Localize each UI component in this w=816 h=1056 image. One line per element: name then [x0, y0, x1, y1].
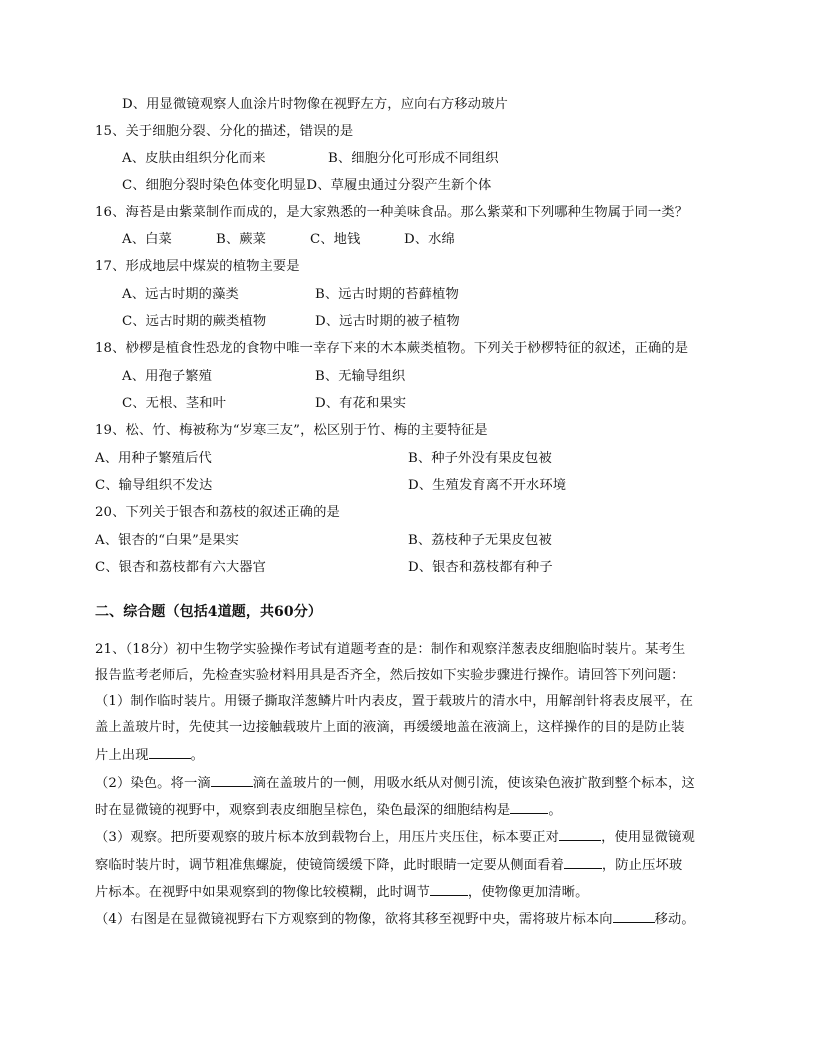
q21-part1-end: 。	[190, 748, 204, 763]
q19-stem: 19、松、竹、梅被称为“岁寒三友”，松区别于竹、梅的主要特征是	[95, 423, 488, 438]
q21-part2-text-b: 滴在盖玻片的一侧，用吸水纸从对侧引流，使该染色液扩散到整个标本，这	[252, 776, 695, 791]
q21-part2-line1	[95, 774, 695, 793]
q19-option-a: A、用种子繁殖后代	[95, 451, 212, 466]
q18-option-c: C、无根、茎和叶	[122, 396, 227, 411]
q17-stem: 17、形成地层中煤炭的植物主要是	[95, 259, 300, 274]
q16-option-d: D、水绵	[404, 232, 455, 247]
q19-option-c: C、输导组织不发达	[95, 478, 213, 493]
q21-part4-line1	[95, 910, 695, 929]
q17-option-d: D、远古时期的被子植物	[315, 314, 460, 329]
q14-option-d: D、用显微镜观察人血涂片时物像在视野左方，应向右方移动玻片	[122, 97, 508, 112]
q21-part2-text-a: （2）染色。将一滴	[95, 776, 211, 791]
q21-part3-line3	[95, 883, 589, 902]
answer-blank-6[interactable]	[430, 883, 468, 896]
q17-option-a: A、远古时期的藻类	[122, 287, 239, 302]
q16-option-c: C、地钱	[310, 232, 361, 247]
q18-option-a: A、用孢子繁殖	[122, 369, 213, 384]
q21-part1-line1: （1）制作临时装片。用镊子撕取洋葱鳞片叶内表皮，置于载玻片的清水中，用解剖针将表皮展平，在	[95, 694, 694, 709]
answer-blank-5[interactable]	[564, 856, 602, 869]
q20-option-d: D、银杏和荔枝都有种子	[408, 560, 553, 575]
q17-option-c: C、远古时期的蕨类植物	[122, 314, 267, 329]
q21-part2-line2	[95, 801, 562, 820]
answer-blank-1[interactable]	[149, 746, 191, 759]
q21-part4-end: 移动。	[654, 912, 695, 927]
q21-part3-text-d: ，防止压坏玻	[601, 858, 683, 873]
q15-option-a: A、皮肤由组织分化而来	[122, 151, 266, 166]
q20-stem: 20、下列关于银杏和荔枝的叙述正确的是	[95, 505, 340, 520]
answer-blank-4[interactable]	[559, 828, 601, 841]
q16-option-a: A、白菜	[122, 232, 172, 247]
q16-stem: 16、海苔是由紫菜制作而成的，是大家熟悉的一种美味食品。那么紫菜和下列哪种生物属于同一类？	[95, 205, 689, 220]
q15-option-cd: C、细胞分裂时染色体变化明显D、草履虫通过分裂产生新个体	[122, 178, 492, 193]
answer-blank-7[interactable]	[613, 910, 655, 923]
section-heading: 二、综合题（包括4道题，共60分）	[95, 604, 322, 620]
q20-option-a: A、银杏的“白果”是果实	[95, 533, 240, 548]
q18-stem: 18、桫椤是植食性恐龙的食物中唯一幸存下来的木本蕨类植物。下列关于桫椤特征的叙述，正确的是	[95, 341, 689, 356]
q21-part3-text-a: （3）观察。把所要观察的玻片标本放到载物台上，用压片夹压住，标本要正对	[95, 830, 560, 845]
q21-part3-text-c: 察临时装片时，调节粗准焦螺旋，使镜筒缓缓下降，此时眼睛一定要从侧面看着	[95, 858, 564, 873]
answer-blank-2[interactable]	[211, 774, 253, 787]
q21-part1-line2: 盖上盖玻片时，先使其一边接触载玻片上面的液滴，再缓缓地盖在液滴上，这样操作的目的是防止装	[95, 720, 685, 735]
q15-stem: 15、关于细胞分裂、分化的描述，错误的是	[95, 124, 354, 139]
q21-part2-text-c: 时在显微镜的视野中，观察到表皮细胞呈棕色，染色最深的细胞结构是	[95, 803, 511, 818]
q16-option-b: B、蕨菜	[216, 232, 267, 247]
q21-part4-text: （4）右图是在显微镜视野右下方观察到的物像，欲将其移至视野中央，需将玻片标本向	[95, 912, 613, 927]
answer-blank-3[interactable]	[510, 801, 548, 814]
q21-part3-text-b: ，使用显微镜观	[601, 830, 695, 845]
q15-option-b: B、细胞分化可形成不同组织	[328, 151, 499, 166]
q21-part1-text: 片上出现	[95, 748, 149, 763]
q20-option-c: C、银杏和荔枝都有六大器官	[95, 560, 267, 575]
q18-option-d: D、有花和果实	[315, 396, 407, 411]
q21-intro-line2: 报告监考老师后，先检查实验材料用具是否齐全，然后按如下实验步骤进行操作。请回答下列问题：	[95, 668, 685, 683]
q21-part3-line1	[95, 828, 695, 847]
q20-option-b: B、荔枝种子无果皮包被	[408, 533, 552, 548]
q17-option-b: B、远古时期的苔藓植物	[315, 287, 459, 302]
q21-part1-line3	[95, 746, 204, 765]
q21-part3-text-e: 片标本。在视野中如果观察到的物像比较模糊，此时调节	[95, 885, 430, 900]
q19-option-b: B、种子外没有果皮包被	[408, 451, 552, 466]
q19-option-d: D、生殖发育离不开水环境	[408, 478, 567, 493]
q18-option-b: B、无输导组织	[315, 369, 406, 384]
q21-part3-line2	[95, 856, 682, 875]
q21-part2-end: 。	[548, 803, 562, 818]
q21-part3-end: ，使物像更加清晰。	[467, 885, 589, 900]
q21-intro-line1: 21、（18分）初中生物学实验操作考试有道题考查的是：制作和观察洋葱表皮细胞临时装片。某考生	[95, 642, 686, 657]
